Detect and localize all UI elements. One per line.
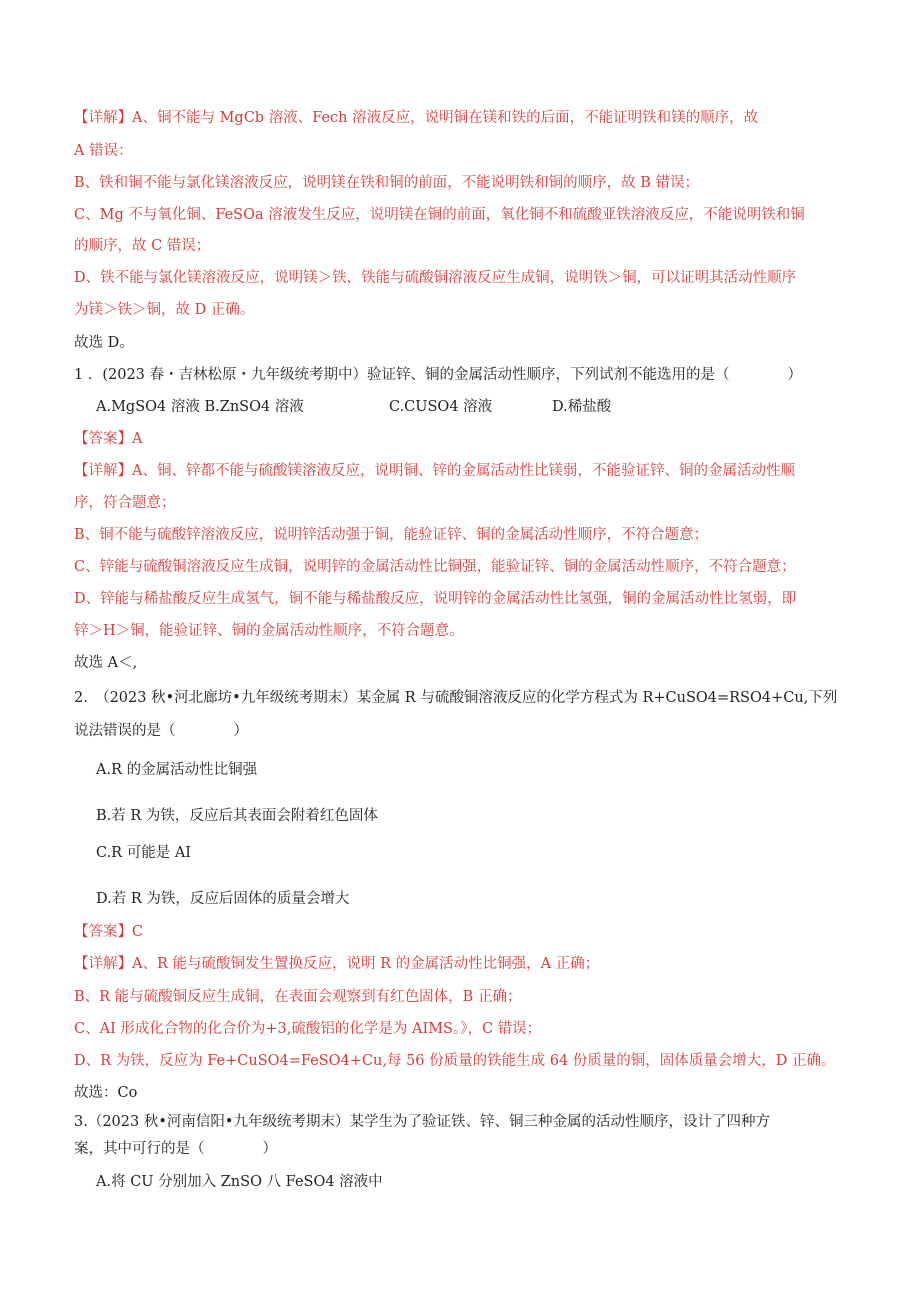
question-3-option-a: A.将 CU 分别加入 ZnSO 八 FeSO4 溶液中 xyxy=(96,1174,383,1190)
explanation-line: 【详解】A、铜不能与 MgCb 溶液、Fech 溶液反应，说明铜在镁和铁的后面，不能证明铁和镁的顺序，故 xyxy=(74,110,759,126)
explanation-line: D、铁不能与氯化镁溶液反应，说明镁＞铁，铁能与硫酸铜溶液反应生成铜，说明铁＞铜，可以证明其活动性顺序 xyxy=(74,270,797,286)
explanation-line: C、Mg 不与氧化铜、FeSOa 溶液发生反应，说明镁在铜的前面，氧化铜不和硫酸亚铁溶液反应，不能说明铁和铜 xyxy=(74,207,805,223)
explanation-line: C、AI 形成化合物的化合价为+3,硫酸铝的化学是为 AIMS。》，C 错误； xyxy=(74,1021,542,1037)
explanation-line: 序，符合题意； xyxy=(74,495,176,511)
answer-choice-line: 故选 A＜, xyxy=(74,655,138,671)
question-1-options-ab: A.MgSO4 溶液 B.ZnSO4 溶液 xyxy=(96,399,304,415)
answer-choice-line: 故选：Co xyxy=(74,1085,138,1101)
question-1-option-c: C.CUSO4 溶液 xyxy=(389,399,493,415)
question-3-stem-cont: 案，其中可行的是（ ） xyxy=(74,1141,277,1157)
explanation-line: 【详解】A、R 能与硫酸铜发生置换反应，说明 R 的金属活动性比铜强，A 正确； xyxy=(74,956,600,972)
answer-label: 【答案】C xyxy=(74,924,144,940)
question-3-stem: 3.（2023 秋•河南信阳•九年级统考期末）某学生为了验证铁、锌、铜三种金属的活动性顺序，设计了四种方 xyxy=(74,1114,770,1130)
explanation-line: 【详解】A、铜、锌都不能与硫酸镁溶液反应，说明铜、锌的金属活动性比镁弱，不能验证锌、铜的金属活动性顺 xyxy=(74,463,795,479)
question-2-option-c: C.R 可能是 AI xyxy=(96,845,192,861)
question-2-option-a: A.R 的金属活动性比铜强 xyxy=(96,762,258,778)
explanation-line: 的顺序，故 C 错误； xyxy=(74,238,211,254)
answer-label: 【答案】A xyxy=(74,431,143,447)
explanation-line: B、铁和铜不能与氯化镁溶液反应，说明镁在铁和铜的前面，不能说明铁和铜的顺序，故 B 错误； xyxy=(74,175,700,191)
explanation-line: D、R 为铁，反应为 Fe+CuSO4=FeSO4+Cu,每 56 份质量的铁能生成 64 份质量的铜，固体质量会增大，D 正确。 xyxy=(74,1053,836,1069)
explanation-line: 为镁＞铁＞铜，故 D 正确。 xyxy=(74,302,255,318)
question-1-stem: 1 ．(2023 春・吉林松原・九年级统考期中）验证锌、铜的金属活动性顺序，下列试剂不能选用的是（ ） xyxy=(74,367,802,383)
explanation-line: C、锌能与硫酸铜溶液反应生成铜，说明锌的金属活动性比铜强，能验证锌、铜的金属活动性顺序，不符合题意； xyxy=(74,559,796,575)
explanation-line: A 错误： xyxy=(74,143,133,159)
question-2-stem: 2. （2023 秋•河北廊坊•九年级统考期末）某金属 R 与硫酸铜溶液反应的化学方程式为 R+CuSO4=RSO4+Cu,下列 xyxy=(74,690,838,706)
explanation-line: D、锌能与稀盐酸反应生成氢气，铜不能与稀盐酸反应，说明锌的金属活动性比氢强，铜的金属活动性比氢弱，即 xyxy=(74,591,797,607)
explanation-line: 锌＞H＞铜，能验证锌、铜的金属活动性顺序，不符合题意。 xyxy=(74,623,464,639)
answer-choice-line: 故选 D。 xyxy=(74,335,134,351)
question-1-option-d: D.稀盐酸 xyxy=(552,399,612,415)
explanation-line: B、铜不能与硫酸锌溶液反应，说明锌活动强于铜，能验证锌、铜的金属活动性顺序，不符合题意； xyxy=(74,527,709,543)
question-2-option-b: B.若 R 为铁，反应后其表面会附着红色固体 xyxy=(96,808,378,824)
question-2-option-d: D.若 R 为铁，反应后固体的质量会增大 xyxy=(96,891,350,907)
question-2-stem-cont: 说法错误的是（ ） xyxy=(74,723,248,739)
explanation-line: B、R 能与硫酸铜反应生成铜，在表面会观察到有红色固体，B 正确； xyxy=(74,989,522,1005)
